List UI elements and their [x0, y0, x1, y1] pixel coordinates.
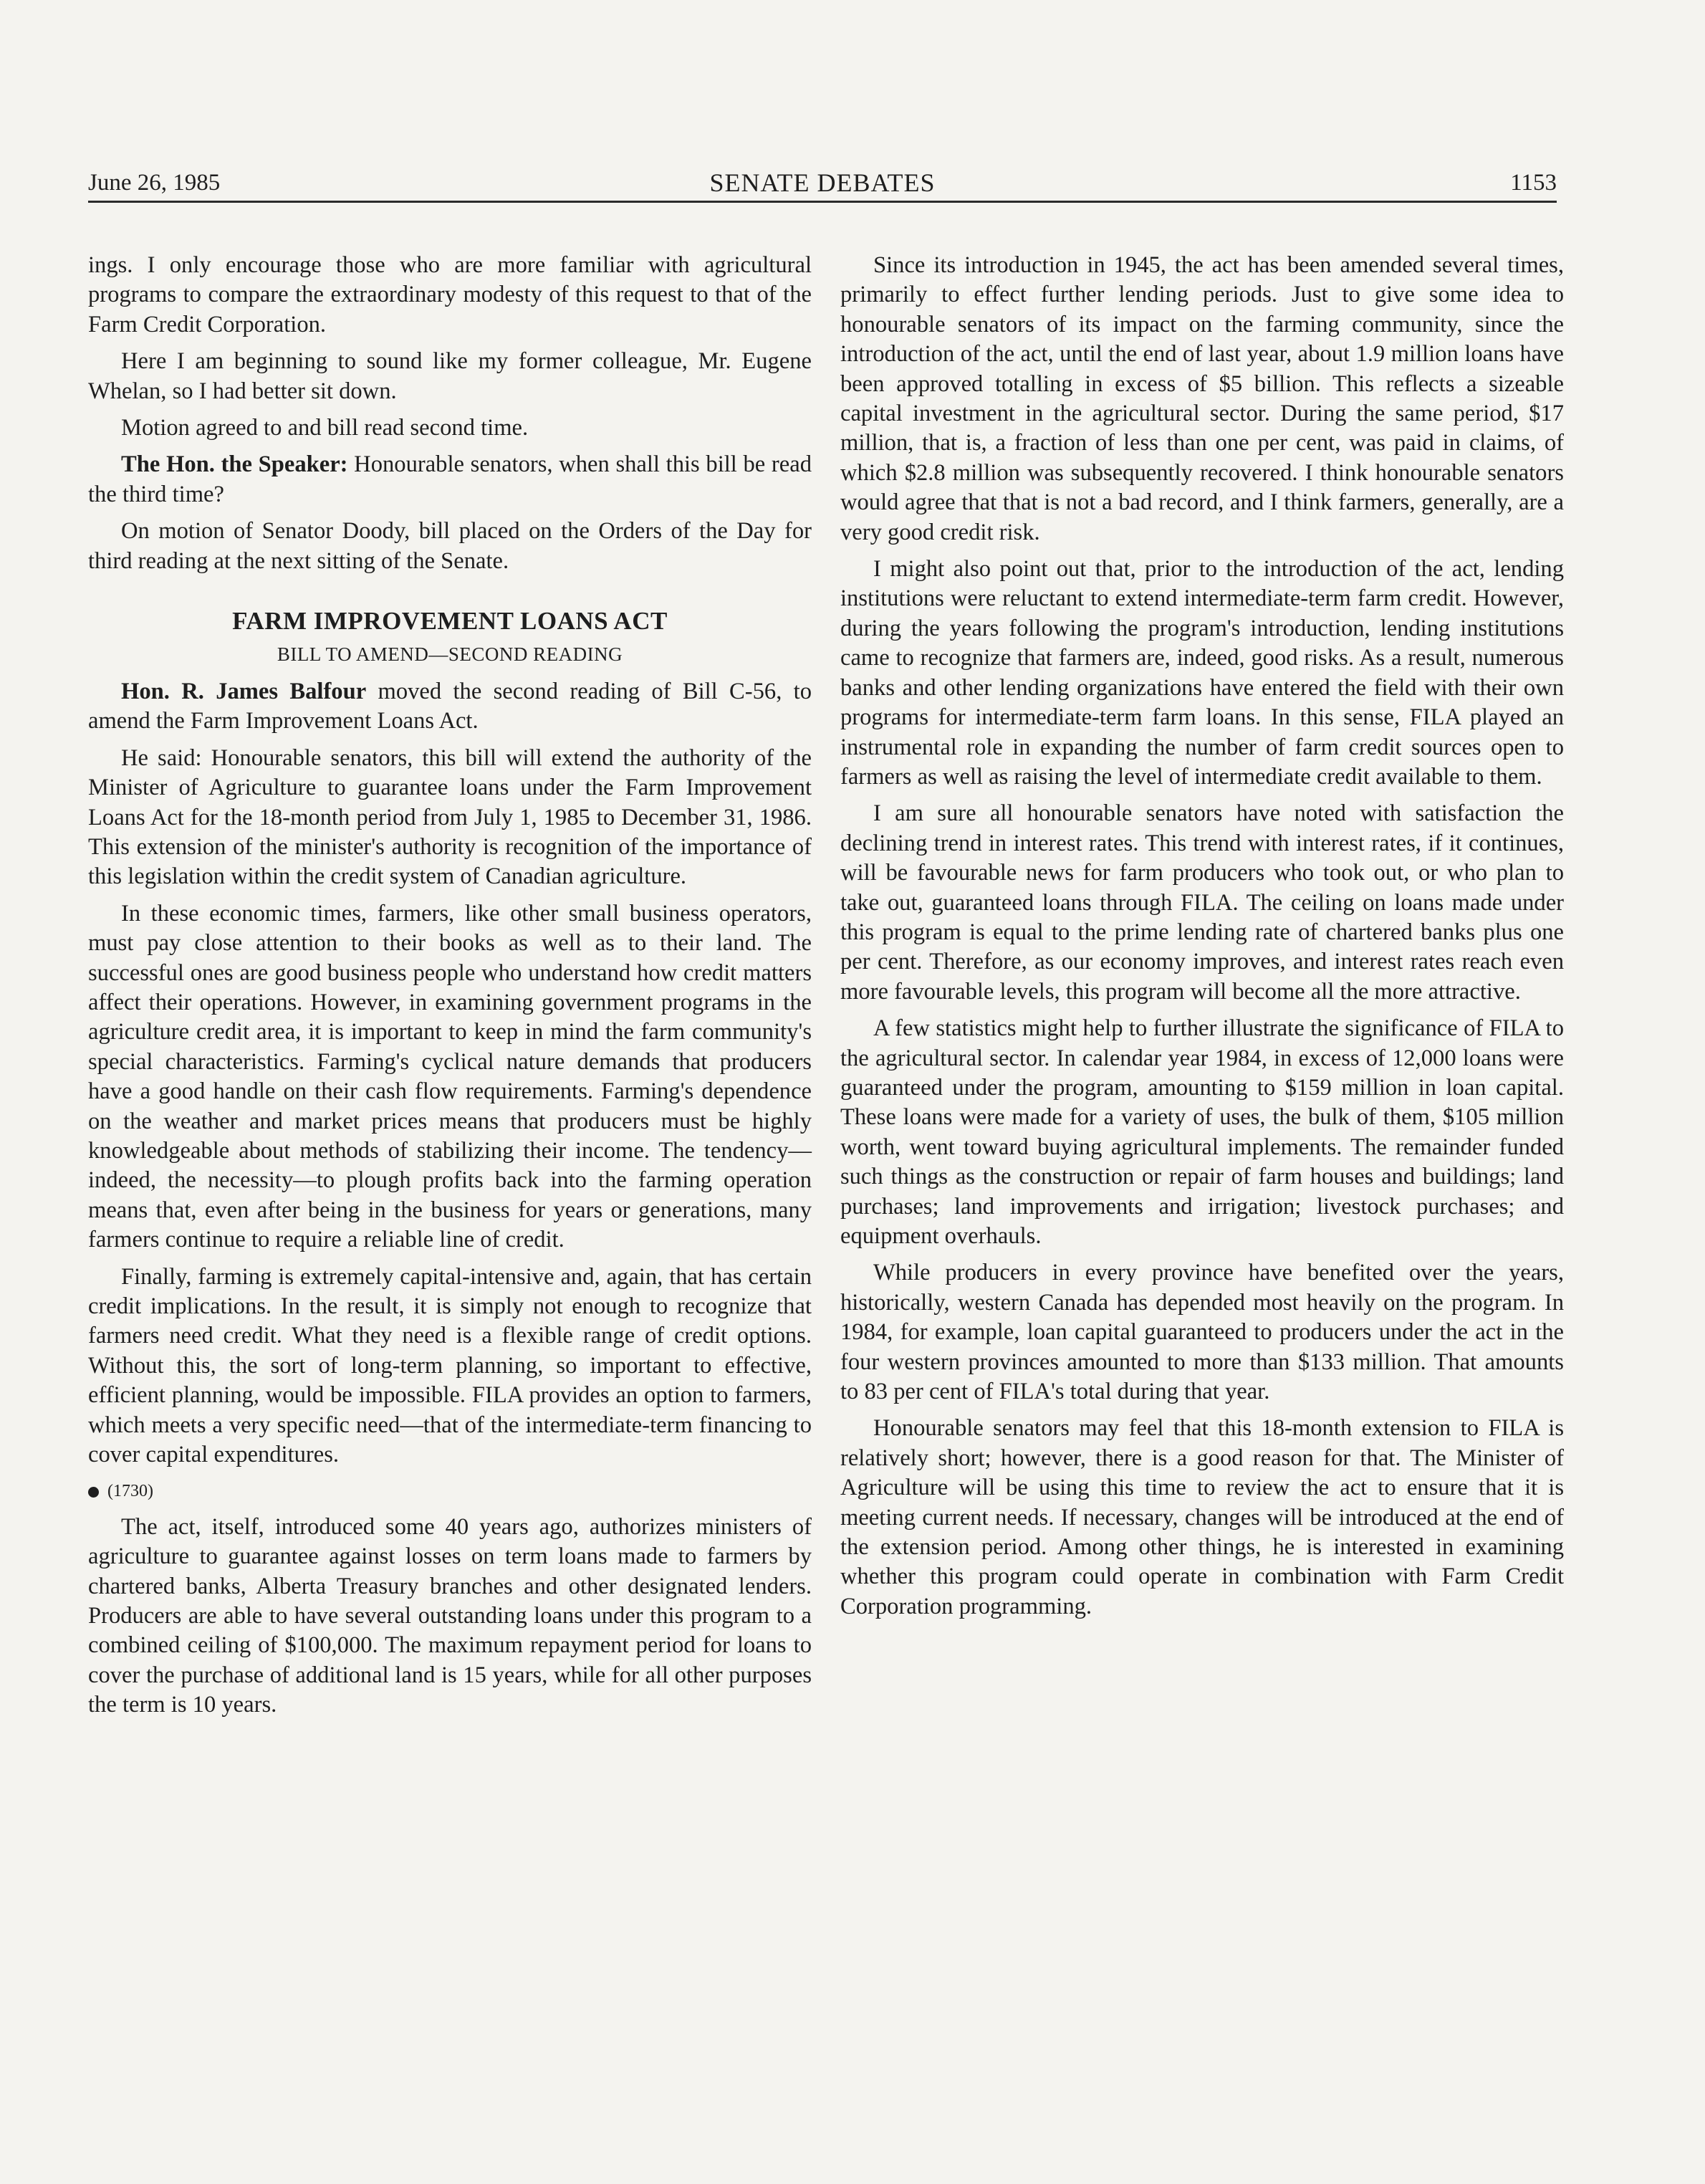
paragraph: ings. I only encourage those who are more familiar with agricultural programs to compare the extraordinary modesty of this request to that of the Farm Credit Corporation. [88, 252, 812, 337]
paragraph: Here I am beginning to sound like my former colleague, Mr. Eugene Whelan, so I had better sit down. [88, 348, 812, 404]
left-column [88, 251, 812, 1728]
paragraph: He said: Honourable senators, this bill will extend the authority of the Minister of Agriculture to guarantee loans under the Farm Improvement Loans Act for the 18-month period from July 1, 1985 to December 31, 1986. This extension of the minister's authority is recognition of the importance of this legislation within the credit system of Canadian agriculture. [88, 744, 812, 890]
bullet-icon [88, 1487, 99, 1498]
speech-text: Honourable senators, when shall this bill be read the third time? [88, 451, 812, 507]
speech-text: moved the second reading of Bill C-56, to amend the Farm Improvement Loans Act. [88, 678, 812, 734]
page-header [88, 163, 1557, 203]
right-column [840, 251, 1564, 1629]
section-title: FARM IMPROVEMENT LOANS ACT [232, 607, 668, 636]
speaker-name: The Hon. the Speaker: [121, 451, 348, 478]
paragraph: I am sure all honourable senators have noted with satisfaction the declining trend in interest rates. This trend with interest rates, if it continues, will be favourable news for farm producers who took out, or who plan to take out, guaranteed loans through FILA. The ceiling on loans made under this program is equal to the prime lending rate of chartered banks plus one per cent. Therefore, as our economy improves, and interest rates reach even more favourable levels, this program will become all the more attractive. [840, 800, 1564, 1005]
paragraph [88, 450, 812, 509]
header-page-number: 1153 [1510, 170, 1557, 196]
speaker-name: Hon. R. James Balfour [121, 678, 367, 704]
paragraph: Motion agreed to and bill read second time. [121, 415, 529, 441]
header-title: SENATE DEBATES [709, 168, 936, 197]
header-date: June 26, 1985 [88, 170, 221, 196]
timestamp-marker [88, 1477, 812, 1506]
paragraph: Finally, farming is extremely capital-intensive and, again, that has certain credit implications. In the result, it is simply not enough to recognize that farmers need credit. What they need is a flexible range of credit options. Without this, the sort of long-term planning, so important to effective, efficient planning, would be impossible. FILA provides an option to farmers, which meets a very specific need—that of the intermediate-term financing to cover capital expenditures. [88, 1263, 812, 1468]
paragraph: The act, itself, introduced some 40 years ago, authorizes ministers of agriculture to guarantee against losses on term loans made to farmers by chartered banks, Alberta Treasury branches and other designated lenders. Producers are able to have several outstanding loans under this program to a combined ceiling of $100,000. The maximum repayment period for loans to cover the purchase of additional land is 15 years, while for all other purposes the term is 10 years. [88, 1513, 812, 1718]
section-subtitle: BILL TO AMEND—SECOND READING [277, 643, 623, 666]
timestamp: (1730) [107, 1482, 153, 1501]
paragraph: A few statistics might help to further illustrate the significance of FILA to the agricultural sector. In calendar year 1984, in excess of 12,000 loans were guaranteed under the program, amounting to $159 million in loan capital. These loans were made for a variety of uses, the bulk of them, $105 million worth, went toward buying agricultural implements. The remainder funded such things as the construction or repair of farm houses and buildings; land purchases; land improvements and irrigation; livestock purchases; and equipment overhauls. [840, 1015, 1564, 1249]
paragraph: On motion of Senator Doody, bill placed on the Orders of the Day for third reading at the next sitting of the Senate. [88, 518, 812, 574]
paragraph: I might also point out that, prior to the introduction of the act, lending institutions were reluctant to extend intermediate-term farm credit. However, during the years following the program's introduction, lending institutions came to recognize that farmers are, indeed, good risks. As a result, numerous banks and other lending organizations have entered the field with their own programs for intermediate-term farm loans. In this sense, FILA played an instrumental role in expanding the number of farm credit sources open to farmers as well as raising the level of intermediate credit available to them. [840, 556, 1564, 790]
paragraph: While producers in every province have benefited over the years, historically, western Canada has depended most heavily on the program. In 1984, for example, loan capital guaranteed to producers under the act in the four western provinces amounted to more than $133 million. That amounts to 83 per cent of FILA's total during that year. [840, 1260, 1564, 1405]
paragraph: Since its introduction in 1945, the act has been amended several times, primarily to effect further lending periods. Just to give some idea to honourable senators of its impact on the farming community, since the introduction of the act, until the end of last year, about 1.9 million loans have been approved totalling in excess of $5 billion. This reflects a sizeable capital investment in the agricultural sector. During the same period, $17 million, that is, a fraction of less than one per cent, was paid in claims, of which $2.8 million was subsequently recovered. I think honourable senators would agree that that is not a bad record, and I think farmers, generally, are a very good credit risk. [840, 252, 1564, 545]
paragraph: In these economic times, farmers, like other small business operators, must pay close attention to their books as well as to their land. The successful ones are good business people who understand how credit matters affect their operations. However, in examining government programs in the agriculture credit area, it is important to keep in mind the farm community's special characteristics. Farming's cyclical nature demands that producers have a good handle on their cash flow requirements. Farming's dependence on the weather and market prices means that producers must be highly knowledgeable about methods of stabilizing their income. The tendency—indeed, the necessity—to plough profits back into the farming operation means that, even after being in the business for years or generations, many farmers continue to require a reliable line of credit. [88, 900, 812, 1253]
paragraph: Honourable senators may feel that this 18-month extension to FILA is relatively short; however, there is a good reason for that. The Minister of Agriculture will be using this time to review the act to ensure that it is meeting current needs. If necessary, changes will be introduced at the end of the extension period. Among other things, he is interested in examining whether this program could operate in combination with Farm Credit Corporation programming. [840, 1415, 1564, 1619]
paragraph [88, 677, 812, 737]
